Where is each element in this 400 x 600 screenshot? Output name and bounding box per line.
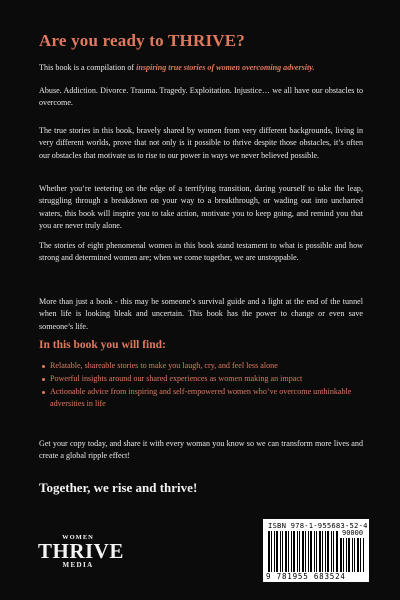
logo-top-text: WOMEN bbox=[62, 534, 94, 541]
women-thrive-media-logo bbox=[38, 534, 124, 569]
barcode-bars-icon bbox=[268, 531, 338, 572]
isbn-barcode bbox=[263, 519, 369, 582]
addon-barcode-bars-icon bbox=[340, 538, 365, 572]
more-than-a-book-paragraph: More than just a book - this may be someone’s survival guide and a light at the end of the tunnel when life is looking bleak and uncertain. This book has the power to change or even save someone’s life. bbox=[39, 297, 363, 331]
logo-sub-text: MEDIA bbox=[62, 561, 94, 569]
eight-women-paragraph: The stories of eight phenomenal women in this book stand testament to what is possible and how strong and determined women are; when we come together, we are unstoppable. bbox=[39, 241, 363, 263]
headline: Are you ready to THRIVE? bbox=[39, 31, 245, 50]
list-item: Powerful insights around our shared experiences as women making an impact bbox=[42, 373, 360, 385]
addon-price-code: 90000 bbox=[342, 529, 364, 537]
isbn-text: ISBN 978-1-955683-52-4 bbox=[268, 521, 368, 530]
call-to-action-paragraph: Get your copy today, and share it with every woman you know so we can transform more lives and create a global ripple effect! bbox=[39, 439, 363, 461]
whether-paragraph: Whether you’re teetering on the edge of a terrifying transition, daring yourself to take the leap, struggling through a breakdown on your way to a breakthrough, or wading out into uncharted waters, this book will inspire you to take action, motivate you to keep going, and remind you that you are never truly alone. bbox=[39, 184, 363, 231]
intro-prefix: This book is a compilation of bbox=[39, 63, 137, 72]
true-stories-paragraph: The true stories in this book, bravely shared by women from very different backgrounds, living in very different worlds, prove that not only is it possible to thrive despite those obstacles, it’s often our obstacles that motivate us to rise to our power in ways we never believed possible. bbox=[39, 126, 363, 160]
barcode-digits: 9 781955 683524 bbox=[266, 572, 346, 581]
closing-tagline: Together, we rise and thrive! bbox=[39, 480, 198, 495]
list-item: Actionable advice from inspiring and self-empowered women who’ve overcome unthinkable adversities in life bbox=[42, 386, 360, 410]
abuse-paragraph: Abuse. Addiction. Divorce. Trauma. Tragedy. Exploitation. Injustice… we all have our obstacles to overcome. bbox=[39, 86, 363, 108]
logo-main-text: THRIVE bbox=[38, 539, 124, 563]
benefits-list bbox=[42, 360, 360, 411]
intro-paragraph bbox=[39, 62, 363, 74]
intro-accent: inspiring true stories of women overcoming adversity. bbox=[136, 63, 315, 72]
in-this-book-heading: In this book you will find: bbox=[39, 339, 166, 351]
list-item: Relatable, shareable stories to make you laugh, cry, and feel less alone bbox=[42, 360, 360, 372]
